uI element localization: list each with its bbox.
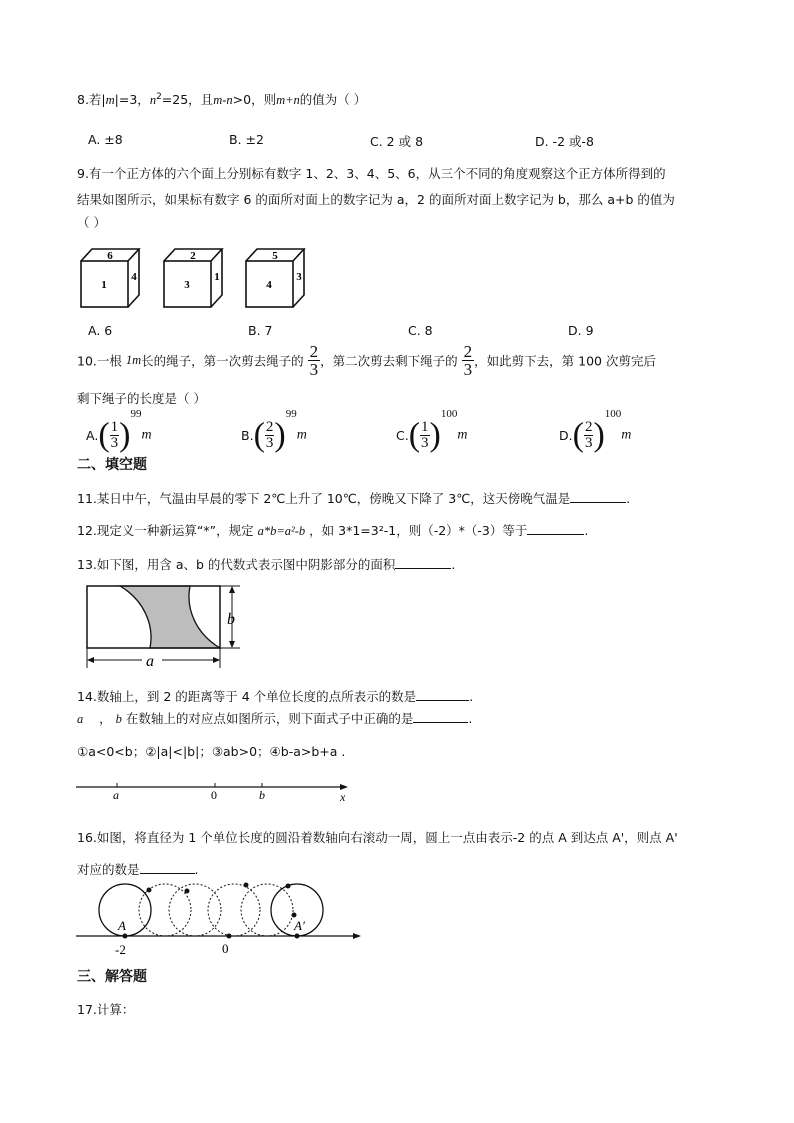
cube-1-side: 4	[131, 271, 137, 283]
q16-line1: 16.如图，将直径为 1 个单位长度的圆沿着数轴向右滚动一周，圆上一点由表示-2 的点 A 到达点 A'，则点 A'	[77, 830, 678, 845]
q12-answer-blank[interactable]	[527, 522, 584, 535]
q13: 13.如下图，用含 a、b 的代数式表示图中阴影部分的面积 .	[77, 557, 456, 572]
fraction-two-thirds: $\frac{2}{3}$	[309, 342, 319, 379]
q10-option-d[interactable]: D.( $\frac{2}{3}$ )100m	[559, 408, 632, 454]
axis-label-a: a	[113, 788, 119, 802]
q13-figure	[84, 582, 246, 670]
q14: 14.数轴上，到 2 的距离等于 4 个单位长度的点所表示的数是 .	[77, 689, 474, 704]
q9-option-a[interactable]: A. 6	[88, 323, 113, 338]
cube-3-side: 3	[296, 271, 302, 283]
q8-option-d[interactable]: D. -2 或-8	[535, 134, 594, 149]
q8-option-b[interactable]: B. ±2	[229, 132, 264, 147]
q15-items: ①a<0<b；②|a|<|b|；③ab>0；④b-a>b+a .	[77, 744, 346, 759]
q15-answer-blank[interactable]	[413, 710, 468, 723]
q16-figure	[74, 878, 366, 956]
q9-line2: 结果如图所示，如果标有数字 6 的面所对面上的数字记为 a，2 的面所对面上数字记为 b，那么 a+b 的值为	[77, 192, 675, 207]
label-A: A	[118, 918, 126, 933]
q9-option-d[interactable]: D. 9	[568, 323, 594, 338]
label-minus-2: -2	[115, 942, 126, 956]
cube-2-front: 3	[184, 279, 190, 291]
q8-option-a[interactable]: A. ±8	[88, 132, 123, 147]
section-solve: 三、解答题	[77, 969, 147, 985]
q10-option-c[interactable]: C.( $\frac{1}{3}$ )100m	[396, 408, 468, 454]
q9-line1: 9.有一个正方体的六个面上分别标有数字 1、2、3、4、5、6，从三个不同的角度观察这个正方体所得到的	[77, 166, 666, 181]
q13-answer-blank[interactable]	[395, 556, 451, 569]
q9-line3: （ ）	[77, 215, 106, 230]
q8-option-c[interactable]: C. 2 或 8	[370, 134, 424, 149]
q11-answer-blank[interactable]	[570, 490, 626, 503]
q12: 12.现定义一种新运算“*”，规定 a*b=a²-b ，如 3*1=3²-1，则（-2）*（-3）等于 .	[77, 523, 589, 538]
label-a: a	[146, 653, 154, 670]
q10-line1: 10.一根 1m长的绳子，第一次剪去绳子的 $\frac{2}{3}$ ，第二次剪去剩下绳子的 $\frac{2}{3}$ ，如此剪下去，第 100 次剪完后	[77, 342, 656, 379]
axis-label-b: b	[259, 788, 265, 802]
label-A-prime: A'	[294, 918, 305, 933]
cube-1-front: 1	[101, 279, 107, 291]
cube-2-top: 2	[190, 250, 196, 262]
label-b: b	[227, 611, 235, 628]
q16-line2: 对应的数是 .	[77, 862, 199, 877]
q14-answer-blank[interactable]	[416, 688, 469, 701]
fraction-two-thirds-2: $\frac{2}{3}$	[463, 342, 473, 379]
cube-1-top: 6	[107, 250, 113, 262]
shaded-region	[120, 586, 220, 648]
q11: 11.某日中午，气温由早晨的零下 2℃上升了 10℃，傍晚又下降了 3℃，这天傍晚气温是 .	[77, 491, 631, 506]
cube-3-top: 5	[272, 250, 278, 262]
q10-line2: 剩下绳子的长度是（ ）	[77, 391, 206, 406]
q8-stem: 8.若|m|=3，$n^2=25$，且m-n>0，则m+n的值为（ ）	[77, 91, 367, 107]
q9-cubes-figure	[76, 244, 326, 310]
q17: 17.计算：	[77, 1002, 135, 1017]
section-fill-in: 二、填空题	[77, 457, 147, 473]
label-zero: 0	[222, 941, 229, 956]
cube-3-front: 4	[266, 279, 272, 291]
axis-label-x: x	[340, 790, 346, 804]
cube-2-side: 1	[214, 271, 220, 283]
q9-option-c[interactable]: C. 8	[408, 323, 433, 338]
axis-label-0: 0	[211, 788, 217, 802]
q10-option-b[interactable]: B.( $\frac{2}{3}$ )99m	[241, 408, 307, 454]
q15-number-line	[74, 776, 354, 806]
q15: a ， b 在数轴上的对应点如图所示，则下面式子中正确的是 .	[77, 711, 473, 726]
q16-answer-blank[interactable]	[140, 861, 195, 874]
q9-option-b[interactable]: B. 7	[248, 323, 273, 338]
q10-option-a[interactable]: A.( $\frac{1}{3}$ )99m	[86, 408, 152, 454]
